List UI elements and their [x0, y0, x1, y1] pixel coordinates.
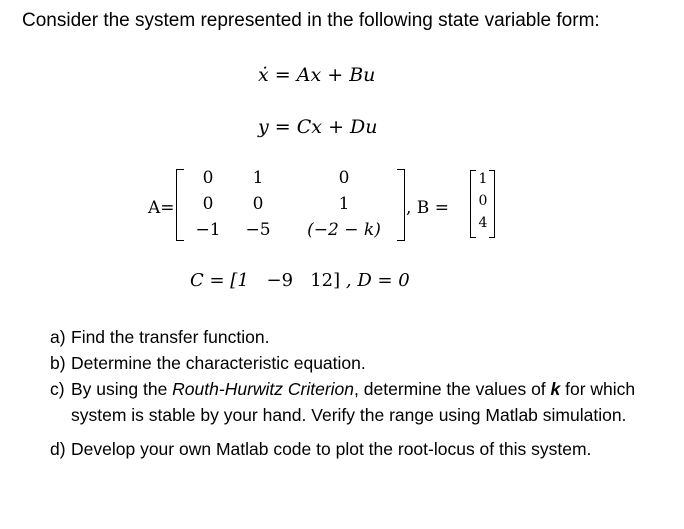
question-b: b) Determine the characteristic equation.: [50, 353, 366, 373]
question-list: [50, 324, 660, 462]
state-equation: ẋ = Ax + Bu: [258, 64, 376, 86]
question-c: c) By using the Routh-Hurwitz Criterion, determine the values of k for which system is stable by your hand. Verify the range using Matlab simulation.: [50, 379, 636, 425]
matrix-a-cell: 0: [338, 168, 350, 188]
question-d: d) Develop your own Matlab code to plot the root-locus of this system.: [50, 439, 592, 459]
state-lhs: ẋ: [258, 64, 269, 86]
matrix-a-label: A=: [148, 198, 175, 218]
matrix-a-cell: 1: [252, 168, 264, 188]
matrix-c-rest: −9 12]: [266, 270, 341, 291]
matrix-a-left-bracket: [176, 169, 184, 241]
problem-intro: Consider the system represented in the following state variable form:: [22, 10, 600, 31]
output-equation: y = Cx + Du: [258, 116, 378, 138]
matrix-a-cell: −5: [245, 220, 271, 240]
matrix-a-cell: (−2 − k): [307, 220, 381, 240]
matrix-a-right-bracket: [397, 169, 405, 241]
question-a: a) Find the transfer function.: [50, 327, 270, 347]
matrix-d: , D = 0: [345, 270, 410, 291]
matrix-a-cell: 0: [202, 194, 214, 214]
matrix-c-start: C = [1: [190, 270, 249, 291]
matrix-b-cell: 4: [478, 215, 488, 231]
matrix-a-cell: −1: [195, 220, 221, 240]
matrix-b-cell: 1: [478, 171, 488, 187]
matrix-b-cell: 0: [478, 193, 488, 209]
matrix-a-cell: 0: [252, 194, 264, 214]
matrix-b-label: , B =: [406, 198, 449, 218]
cd-line: [190, 270, 410, 291]
matrix-a-cell: 0: [202, 168, 214, 188]
output-lhs: y: [258, 116, 269, 138]
matrix-a: [176, 165, 406, 245]
matrix-a-cell: 1: [338, 194, 350, 214]
matrix-b: [470, 170, 496, 238]
